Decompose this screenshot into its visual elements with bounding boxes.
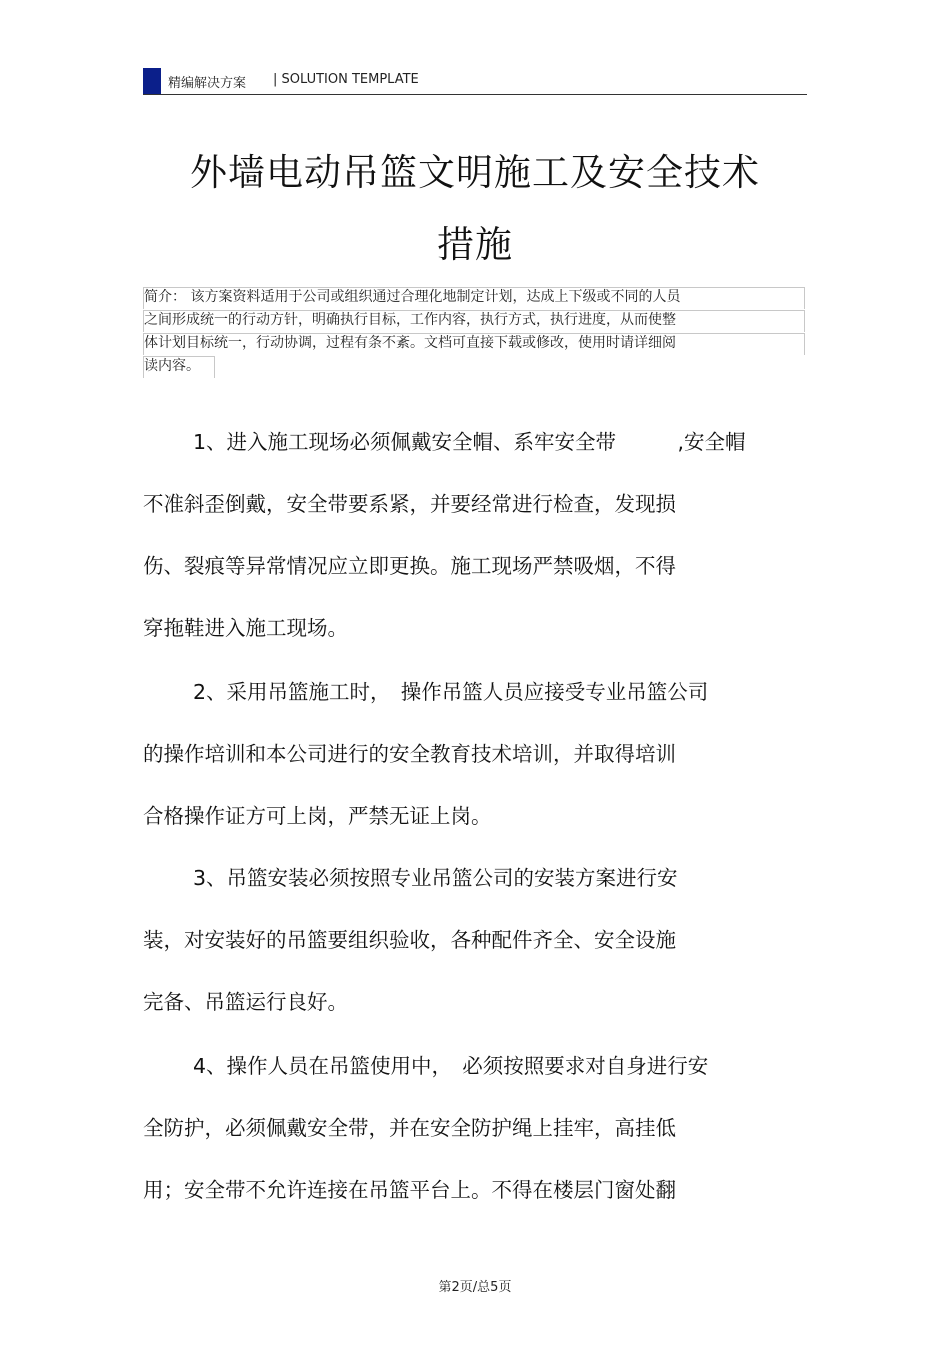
paragraph-line: 的操作培训和本公司进行的安全教育技术培训，并取得培训 (143, 742, 676, 766)
paragraph-3 (143, 862, 807, 1048)
intro-line: 体计划目标统一，行动协调，过程有条不紊。文档可直接下载或修改，使用时请详细阅 (143, 332, 807, 355)
intro-block (143, 286, 807, 378)
page-header (143, 66, 807, 95)
intro-line: 简介： 该方案资料适用于公司或组织通过合理化地制定计划，达成上下级或不同的人员 (143, 286, 807, 309)
intro-line: 之间形成统一的行动方针，明确执行目标，工作内容，执行方式，执行进度，从而使整 (143, 309, 807, 332)
header-brand: 精编解决方案 (168, 76, 247, 91)
paragraph-line: 2、采用吊篮施工时， 操作吊篮人员应接受专业吊篮公司 (193, 680, 709, 704)
paragraph-line: 装，对安装好的吊篮要组织验收，各种配件齐全、安全设施 (143, 928, 676, 952)
paragraph-line: 完备、吊篮运行良好。 (143, 990, 348, 1014)
paragraph-line: 3、吊篮安装必须按照专业吊篮公司的安装方案进行安 (193, 866, 678, 890)
intro-line: 读内容。 (143, 355, 807, 378)
paragraph-line: 1、进入施工现场必须佩戴安全帽、系牢安全带 ,安全帽 (193, 430, 746, 454)
paragraph-4 (143, 1050, 807, 1236)
document-title-line-2: 措施 (437, 223, 513, 266)
paragraph-line: 用；安全带不允许连接在吊篮平台上。不得在楼层门窗处翻 (143, 1178, 676, 1202)
paragraph-line: 伤、裂痕等异常情况应立即更换。施工现场严禁吸烟，不得 (143, 554, 676, 578)
paragraph-line: 不准斜歪倒戴，安全带要系紧，并要经常进行检查，发现损 (143, 492, 676, 516)
paragraph-2 (143, 676, 807, 862)
logo-mark (143, 68, 161, 94)
paragraph-line: 合格操作证方可上岗，严禁无证上岗。 (143, 804, 492, 828)
paragraph-line: 穿拖鞋进入施工现场。 (143, 616, 348, 640)
paragraph-line: 4、操作人员在吊篮使用中， 必须按照要求对自身进行安 (193, 1054, 709, 1078)
document-title-line-1: 外墙电动吊篮文明施工及安全技术 (190, 151, 760, 194)
paragraph-line: 全防护，必须佩戴安全带，并在安全防护绳上挂牢，高挂低 (143, 1116, 676, 1140)
header-template-label: | SOLUTION TEMPLATE (273, 72, 419, 87)
paragraph-1 (143, 426, 807, 674)
page-indicator: 第2页/总5页 (438, 1280, 512, 1295)
